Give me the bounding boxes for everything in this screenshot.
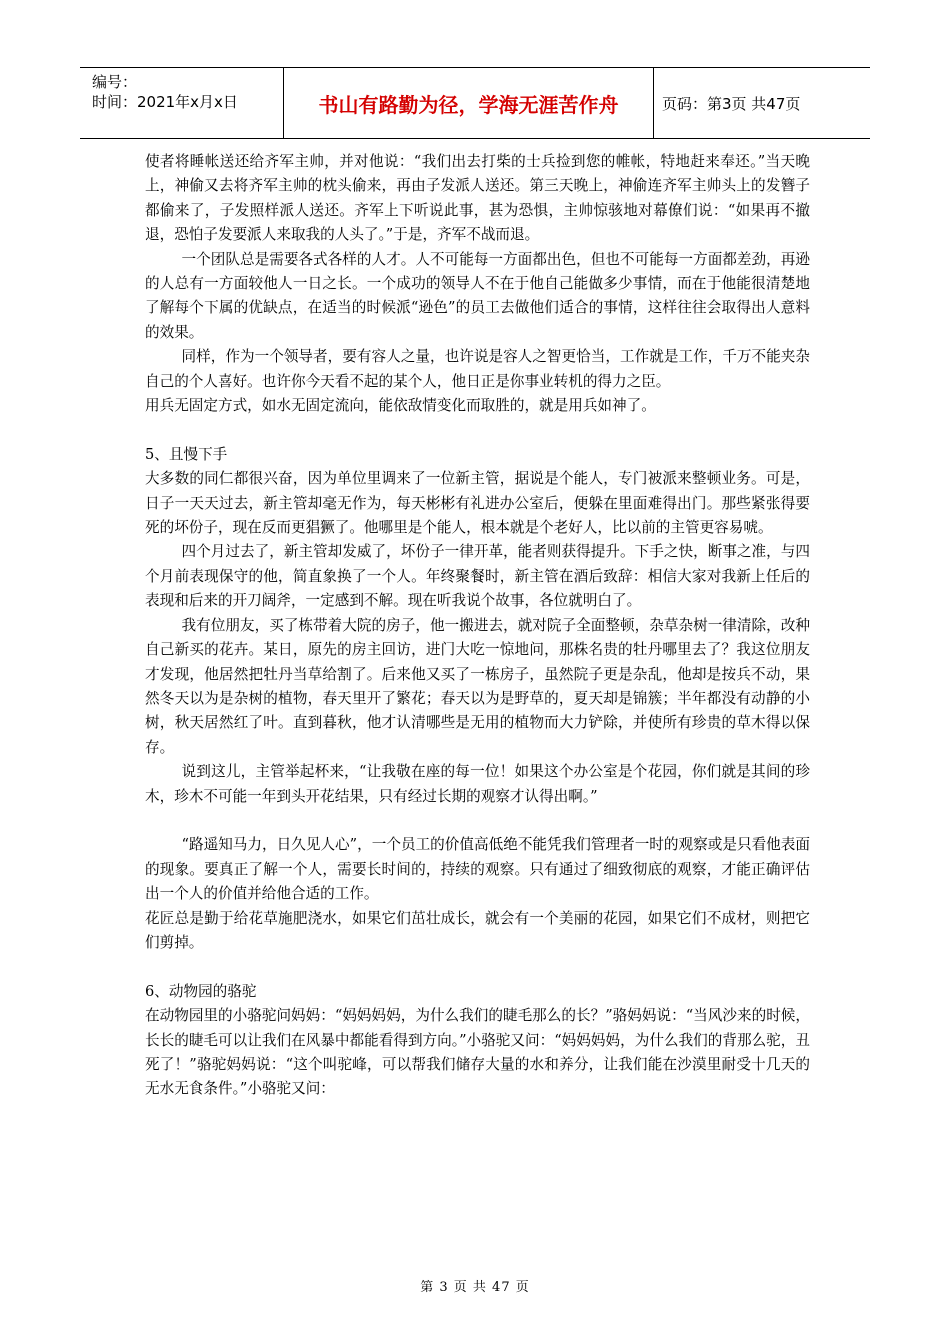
paragraph: 用兵无固定方式，如水无固定流向，能依敌情变化而取胜的，就是用兵如神了。 xyxy=(145,397,656,415)
spacer xyxy=(145,418,810,442)
paragraph: 在动物园里的小骆驼问妈妈：“妈妈妈妈，为什么我们的睫毛那么的长？”骆妈妈说：“当风沙来的时候，长长的睫毛可以让我们在风暴中都能看得到方向。”小骆驼又问：“妈妈妈妈，为什么我们的背那么驼，丑死了！”骆驼妈妈说：“这个叫驼峰，可以帮我们储存大量的水和养分，让我们能在沙漠里耐受十几天的无水无食条件。”小骆驼又问： xyxy=(145,1007,810,1098)
header-motto: 书山有路勤为径，学海无涯苦作舟 xyxy=(284,68,654,138)
paragraph: 我有位朋友，买了栋带着大院的房子，他一搬进去，就对院子全面整顿，杂草杂树一律清除，改种自己新买的花卉。某日，原先的房主回访，进门大吃一惊地问，那株名贵的牡丹哪里去了？我这位朋友才发现，他居然把牡丹当草给割了。后来他又买了一栋房子，虽然院子更是杂乱，他却是按兵不动，果然冬天以为是杂树的植物，春天里开了繁花；春天以为是野草的，夏天却是锦簇；半年都没有动静的小树，秋天居然红了叶。直到暮秋，他才认清哪些是无用的植物而大力铲除，并使所有珍贵的草木得以保存。 xyxy=(145,616,810,756)
document-date-label: 时间：2021年x月x日 xyxy=(92,93,238,111)
document-number-label: 编号： xyxy=(92,73,138,91)
header-page-info: 页码：第3页 共47页 xyxy=(662,94,801,113)
document-body xyxy=(145,150,810,1102)
paragraph: 大多数的同仁都很兴奋，因为单位里调来了一位新主管，据说是个能人，专门被派来整顿业务。可是，日子一天天过去，新主管却毫无作为，每天彬彬有礼进办公室后，便躲在里面难得出门。那些紧张得要死的坏份子，现在反而更猖獗了。他哪里是个能人，根本就是个老好人，比以前的主管更容易唬。 xyxy=(145,470,810,537)
page-footer: 第 3 页 共 47 页 xyxy=(420,1280,530,1295)
section-heading: 5、且慢下手 xyxy=(145,445,228,463)
paragraph: 说到这儿，主管举起杯来，“让我敬在座的每一位！如果这个办公室是个花园，你们就是其间的珍木，珍木不可能一年到头开花结果，只有经过长期的观察才认得出啊。” xyxy=(145,763,810,805)
paragraph: “路遥知马力，日久见人心”，一个员工的价值高低绝不能凭我们管理者一时的观察或是只看他表面的现象。要真正了解一个人，需要长时间的，持续的观察。只有通过了细致彻底的观察，才能正确评估出一个人的价值并给他合适的工作。 xyxy=(145,836,810,903)
paragraph: 一个团队总是需要各式各样的人才。人不可能每一方面都出色，但也不可能每一方面都差劲，再逊的人总有一方面较他人一日之长。一个成功的领导人不在于他自己能做多少事情，而在于他能很清楚地了解每个下属的优缺点，在适当的时候派“逊色”的员工去做他们适合的事情，这样往往会取得出人意料的效果。 xyxy=(145,250,810,341)
page-header xyxy=(80,67,870,139)
paragraph: 使者将睡帐送还给齐军主帅，并对他说：“我们出去打柴的士兵捡到您的帷帐，特地赶来奉还。”当天晚上，神偷又去将齐军主帅的枕头偷来，再由子发派人送还。第三天晚上，神偷连齐军主帅头上的发簪子都偷来了，子发照样派人送还。齐军上下听说此事，甚为恐惧，主帅惊骇地对幕僚们说：“如果再不撤退，恐怕子发要派人来取我的人头了。”于是，齐军不战而退。 xyxy=(145,153,810,244)
header-meta-cell xyxy=(80,68,284,138)
spacer xyxy=(145,809,810,833)
paragraph: 花匠总是勤于给花草施肥浇水，如果它们茁壮成长，就会有一个美丽的花园，如果它们不成材，则把它们剪掉。 xyxy=(145,909,810,951)
paragraph: 同样，作为一个领导者，要有容人之量，也许说是容人之智更恰当，工作就是工作，千万不能夹杂自己的个人喜好。也许你今天看不起的某个人，他日正是你事业转机的得力之臣。 xyxy=(145,348,810,390)
section-heading: 6、动物园的骆驼 xyxy=(145,982,257,1000)
paragraph: 四个月过去了，新主管却发威了，坏份子一律开革，能者则获得提升。下手之快，断事之准，与四个月前表现保守的他，简直象换了一个人。年终聚餐时，新主管在酒后致辞：相信大家对我新上任后的表现和后来的开刀阔斧，一定感到不解。现在听我说个故事，各位就明白了。 xyxy=(145,543,810,610)
spacer xyxy=(145,955,810,979)
